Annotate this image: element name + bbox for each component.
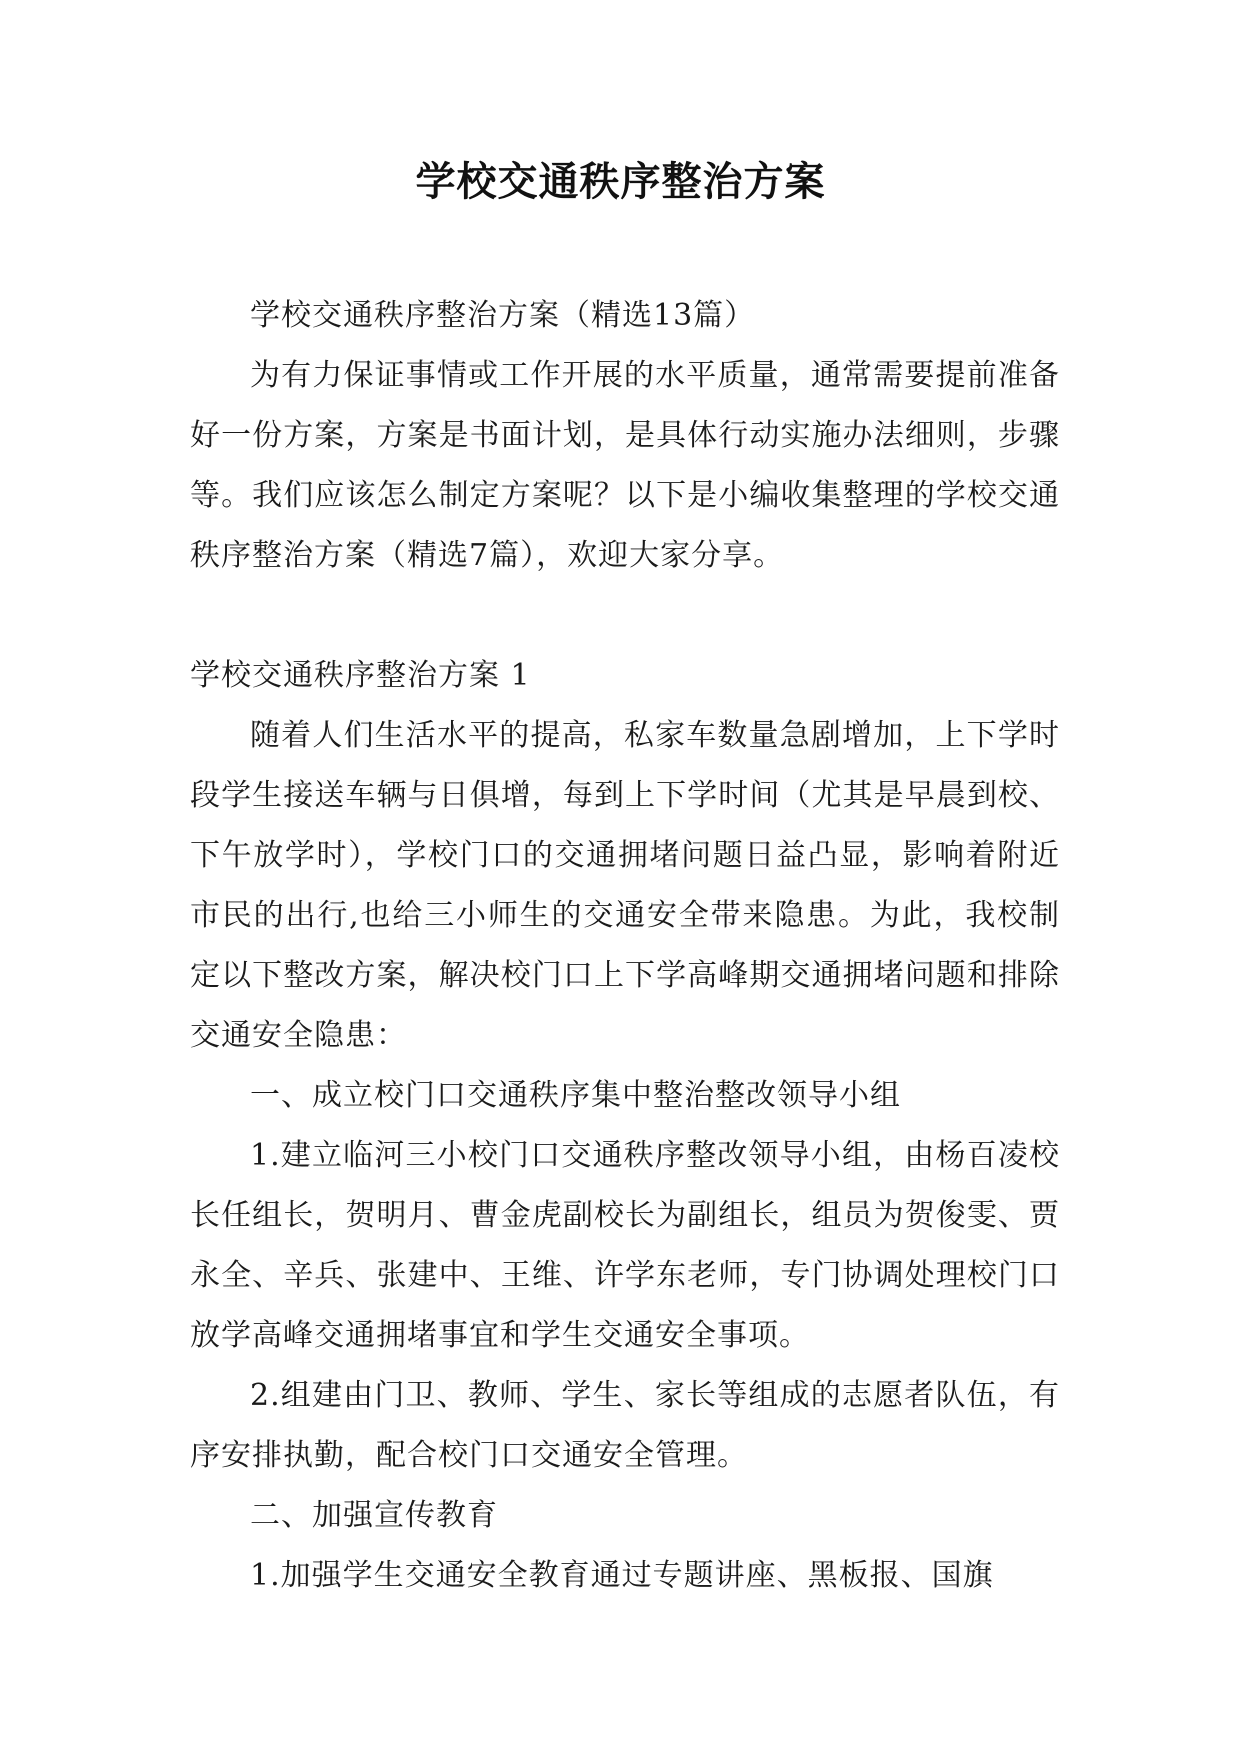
subheading-leadership-group: 一、成立校门口交通秩序集中整治整改领导小组	[250, 1078, 901, 1113]
document-body	[190, 286, 1060, 1606]
paragraph-item-1: 1.建立临河三小校门口交通秩序整改领导小组，由杨百凌校长任组长，贺明月、曹金虎副校长为副组长，组员为贺俊雯、贾永全、辛兵、张建中、王维、许学东老师，专门协调处理校门口放学高峰交通拥堵事宜和学生交通安全事项。	[190, 1138, 1060, 1353]
paragraph-intro: 为有力保证事情或工作开展的水平质量，通常需要提前准备好一份方案，方案是书面计划，是具体行动实施办法细则，步骤等。我们应该怎么制定方案呢？以下是小编收集整理的学校交通秩序整治方案（精选7篇），欢迎大家分享。	[190, 358, 1060, 573]
paragraph-background: 随着人们生活水平的提高，私家车数量急剧增加，上下学时段学生接送车辆与日俱增，每到上下学时间（尤其是早晨到校、下午放学时），学校门口的交通拥堵问题日益凸显，影响着附近市民的出行,也给三小师生的交通安全带来隐患。为此，我校制定以下整改方案，解决校门口上下学高峰期交通拥堵问题和排除交通安全隐患：	[190, 718, 1060, 1053]
paragraph-spacer	[190, 586, 1060, 646]
paragraph-education-item-1: 1.加强学生交通安全教育通过专题讲座、黑板报、国旗	[250, 1558, 994, 1593]
paragraph-item-2: 2.组建由门卫、教师、学生、家长等组成的志愿者队伍，有序安排执勤，配合校门口交通安全管理。	[190, 1378, 1060, 1473]
paragraph-intro-subtitle: 学校交通秩序整治方案（精选13篇）	[250, 298, 756, 333]
document-title: 学校交通秩序整治方案	[415, 159, 826, 205]
subheading-education: 二、加强宣传教育	[250, 1498, 498, 1533]
section-heading-1: 学校交通秩序整治方案 1	[190, 658, 531, 693]
